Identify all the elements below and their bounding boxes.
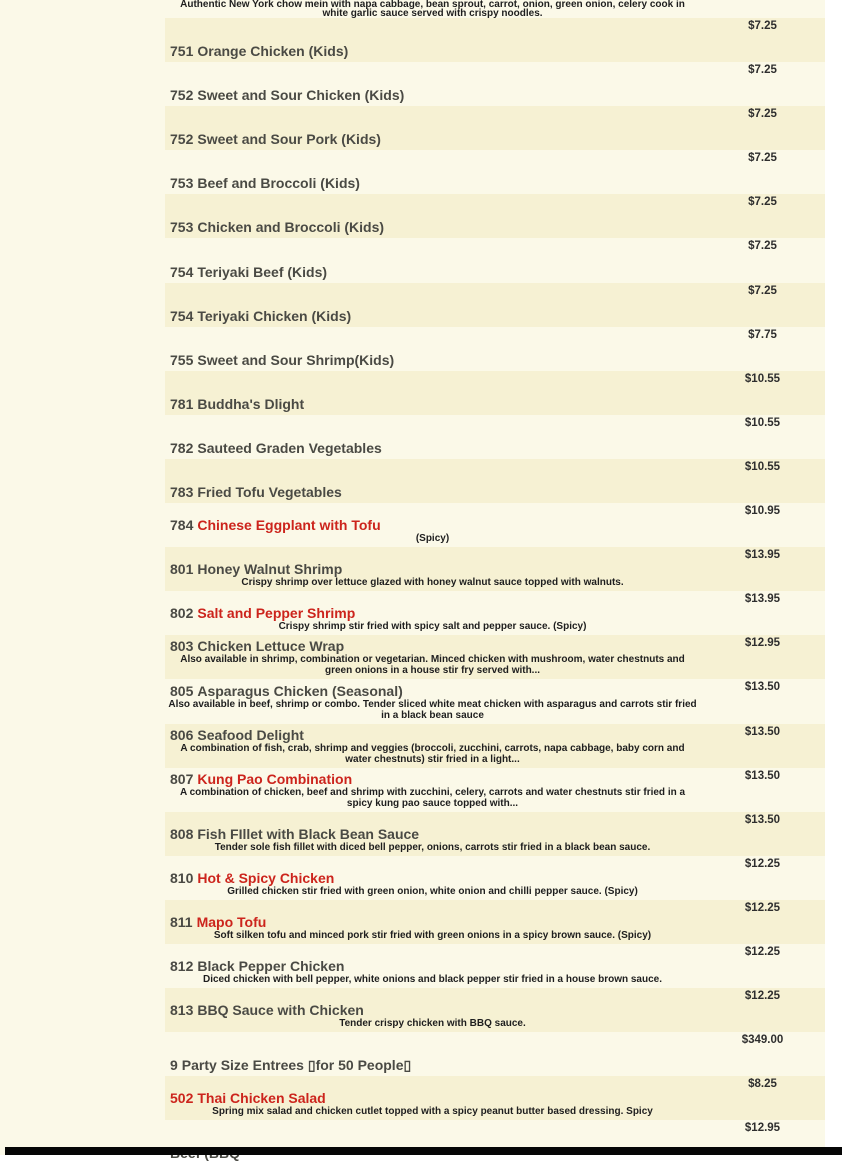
item-name <box>165 484 700 500</box>
item-name-text: Beef and Broccoli (Kids) <box>197 175 360 192</box>
item-price: $12.95 <box>744 1122 781 1135</box>
item-name-text: Sauteed Graden Vegetables <box>197 439 382 456</box>
menu-item-row <box>165 856 825 900</box>
item-number: 502 <box>170 1090 194 1107</box>
item-price: $7.25 <box>748 64 777 77</box>
item-number: 808 <box>170 825 194 842</box>
item-price: $12.25 <box>744 901 781 914</box>
item-price: $10.55 <box>744 372 781 385</box>
item-number: 755 <box>170 351 194 368</box>
item-description: Tender sole fish fillet with diced bell pepper, onions, carrots stir fried in a black bean sauce. <box>214 841 651 853</box>
item-description: Crispy shrimp over lettuce glazed with honey walnut sauce topped with walnuts. <box>241 577 624 589</box>
item-price: $12.95 <box>744 637 781 650</box>
item-number: 807 <box>170 770 194 787</box>
item-name-text: Sweet and Sour Pork (Kids) <box>197 131 381 148</box>
menu-item-row <box>165 900 825 944</box>
item-name <box>165 352 700 368</box>
item-number: 784 <box>170 517 194 534</box>
intro-partial-row <box>165 0 825 18</box>
item-number: 751 <box>170 43 194 60</box>
item-number: 754 <box>170 307 194 324</box>
item-name <box>165 605 700 621</box>
item-number: 9 <box>170 1057 178 1074</box>
item-number: 781 <box>170 395 194 412</box>
item-price: $349.00 <box>741 1034 784 1047</box>
item-description: Diced chicken with bell pepper, white onions and black pepper stir fried in a house brown sauce. <box>203 974 662 986</box>
menu-item-row <box>165 150 825 194</box>
item-price: $12.25 <box>744 945 781 958</box>
item-description: Also available in shrimp, combination or vegetarian. Minced chicken with mushroom, water chestnuts and green onions in a house stir fry served with... <box>180 654 685 677</box>
item-description: Grilled chicken stir fried with green onion, white onion and chilli pepper sauce. (Spicy) <box>227 885 638 897</box>
item-price: $12.25 <box>744 857 781 870</box>
item-price: $8.25 <box>748 1078 777 1091</box>
item-name-text: Buddha's Dlight <box>197 395 305 412</box>
menu-item-row <box>165 238 825 282</box>
menu-item-row <box>165 415 825 459</box>
item-name-text: Sweet and Sour Chicken (Kids) <box>197 87 405 104</box>
menu-item-row <box>165 371 825 415</box>
item-name <box>165 396 700 412</box>
item-name <box>165 517 700 533</box>
menu-item-row <box>165 591 825 635</box>
item-name <box>165 175 700 191</box>
item-number: 813 <box>170 1002 194 1019</box>
item-name <box>165 440 700 456</box>
item-price: $13.50 <box>744 725 781 738</box>
menu-item-row <box>165 283 825 327</box>
menu-item-row <box>165 194 825 238</box>
item-name <box>165 870 700 886</box>
menu-item-row <box>165 62 825 106</box>
item-description: Soft silken tofu and minced pork stir fried with green onions in a spicy brown sauce. (Spicy) <box>213 929 652 941</box>
item-name-text: BBQ Sauce with Chicken <box>197 1002 364 1019</box>
item-description: Crispy shrimp stir fried with spicy salt and pepper sauce. (Spicy) <box>278 621 587 633</box>
menu-item-row <box>165 106 825 150</box>
item-description: (Spicy) <box>415 533 450 545</box>
item-price: $10.95 <box>744 505 781 518</box>
item-number: 806 <box>170 726 194 743</box>
item-number: 752 <box>170 87 194 104</box>
item-name <box>165 826 700 842</box>
menu-item-row <box>165 459 825 503</box>
item-price: $12.25 <box>744 990 781 1003</box>
item-description: Spring mix salad and chicken cutlet topped with a spicy peanut butter based dressing. Spicy <box>212 1106 653 1118</box>
item-name-link[interactable]: Thai Chicken Salad <box>197 1090 326 1107</box>
item-name <box>165 771 700 787</box>
item-name <box>165 87 700 103</box>
item-name-text: Asparagus Chicken (Seasonal) <box>197 682 403 699</box>
item-name <box>165 958 700 974</box>
item-name <box>165 43 700 59</box>
item-price: $7.25 <box>748 240 777 253</box>
item-number: 810 <box>170 869 194 886</box>
item-number: 802 <box>170 605 194 622</box>
item-price: $13.50 <box>744 813 781 826</box>
item-price: $13.50 <box>744 769 781 782</box>
item-number: 782 <box>170 439 194 456</box>
item-price: $7.75 <box>748 328 777 341</box>
menu-item-row <box>165 1120 825 1164</box>
item-name-link[interactable]: Kung Pao Combination <box>197 770 353 787</box>
item-price: $13.50 <box>744 681 781 694</box>
item-description: A combination of fish, crab, shrimp and veggies (broccoli, zucchini, carrots, napa cabbage, baby corn and water chestnuts) stir fried in a light... <box>180 742 685 765</box>
menu-item-row <box>165 768 825 812</box>
item-name-text: Party Size Entrees ▯for 50 People▯ <box>181 1057 412 1074</box>
item-name-text: Teriyaki Chicken (Kids) <box>197 307 352 324</box>
item-number: 803 <box>170 638 194 655</box>
item-price: $13.95 <box>744 549 781 562</box>
item-number: 812 <box>170 958 194 975</box>
item-number: 805 <box>170 682 194 699</box>
menu-list <box>165 0 825 1164</box>
menu-item-row <box>165 1032 825 1076</box>
item-description: Tender crispy chicken with BBQ sauce. <box>339 1018 526 1030</box>
item-price: $7.25 <box>748 152 777 165</box>
item-number: 753 <box>170 219 194 236</box>
item-name <box>165 1002 700 1018</box>
menu-item-row <box>165 635 825 679</box>
item-price: $7.25 <box>748 20 777 32</box>
item-name-link[interactable]: Salt and Pepper Shrimp <box>197 605 356 622</box>
item-name <box>165 914 700 930</box>
item-name <box>165 264 700 280</box>
item-price: $7.25 <box>748 284 777 297</box>
item-name <box>165 727 700 743</box>
item-description: A combination of chicken, beef and shrimp with zucchini, celery, carrots and water chestnuts stir fried in a spicy kung pao sauce topped with... <box>179 786 686 809</box>
item-name <box>165 683 700 699</box>
item-name <box>165 1090 700 1106</box>
menu-item-row <box>165 944 825 988</box>
item-name-text: Fried Tofu Vegetables <box>197 484 342 501</box>
item-name <box>165 308 700 324</box>
item-number: 753 <box>170 175 194 192</box>
item-name-text: Honey Walnut Shrimp <box>197 561 343 578</box>
menu-item-row <box>165 988 825 1032</box>
menu-item-row <box>165 18 825 62</box>
menu-item-row <box>165 547 825 591</box>
item-price: $13.95 <box>744 593 781 606</box>
item-name-text: Chicken Lettuce Wrap <box>197 638 345 655</box>
item-name <box>165 561 700 577</box>
menu-item-row <box>165 679 825 723</box>
item-description: Also available in beef, shrimp or combo. Tender sliced white meat chicken with asparagus and carrots stir fried in a black bean sauce <box>168 698 697 721</box>
item-name <box>165 638 700 654</box>
item-number: 811 <box>170 913 193 930</box>
menu-item-row <box>165 1076 825 1120</box>
item-name-link[interactable]: Hot & Spicy Chicken <box>197 869 335 886</box>
item-name <box>165 131 700 147</box>
item-price: $7.25 <box>748 196 777 209</box>
item-description: Authentic New York chow mein with napa cabbage, bean sprout, carrot, onion, green onion, celery cook in white garlic sauce served with crispy noodles. <box>180 0 685 18</box>
item-price: $10.55 <box>744 460 781 473</box>
item-name-text: Teriyaki Beef (Kids) <box>197 263 328 280</box>
item-number: 801 <box>170 561 194 578</box>
item-name-text: Chicken and Broccoli (Kids) <box>197 219 385 236</box>
item-name <box>165 219 700 235</box>
item-name-text: Fish FIllet with Black Bean Sauce <box>197 825 420 842</box>
menu-item-row <box>165 812 825 856</box>
item-name-text: Sweet and Sour Shrimp(Kids) <box>197 351 395 368</box>
item-name-link[interactable]: Chinese Eggplant with Tofu <box>197 517 381 534</box>
item-price: $7.25 <box>748 108 777 121</box>
menu-item-row <box>165 327 825 371</box>
item-name <box>165 1057 700 1073</box>
menu-item-row <box>165 503 825 547</box>
item-name-text: Black Pepper Chicken <box>197 958 345 975</box>
item-name-link[interactable]: Mapo Tofu <box>196 913 267 930</box>
item-name-text: Seafood Delight <box>197 726 304 743</box>
item-number: 783 <box>170 484 194 501</box>
item-price: $10.55 <box>744 416 781 429</box>
footer-black-bar <box>5 1147 842 1155</box>
item-name-text: Orange Chicken (Kids) <box>197 43 349 60</box>
menu-item-row <box>165 724 825 768</box>
item-number: 752 <box>170 131 194 148</box>
item-number: 754 <box>170 263 194 280</box>
menu-rows <box>165 18 825 1164</box>
